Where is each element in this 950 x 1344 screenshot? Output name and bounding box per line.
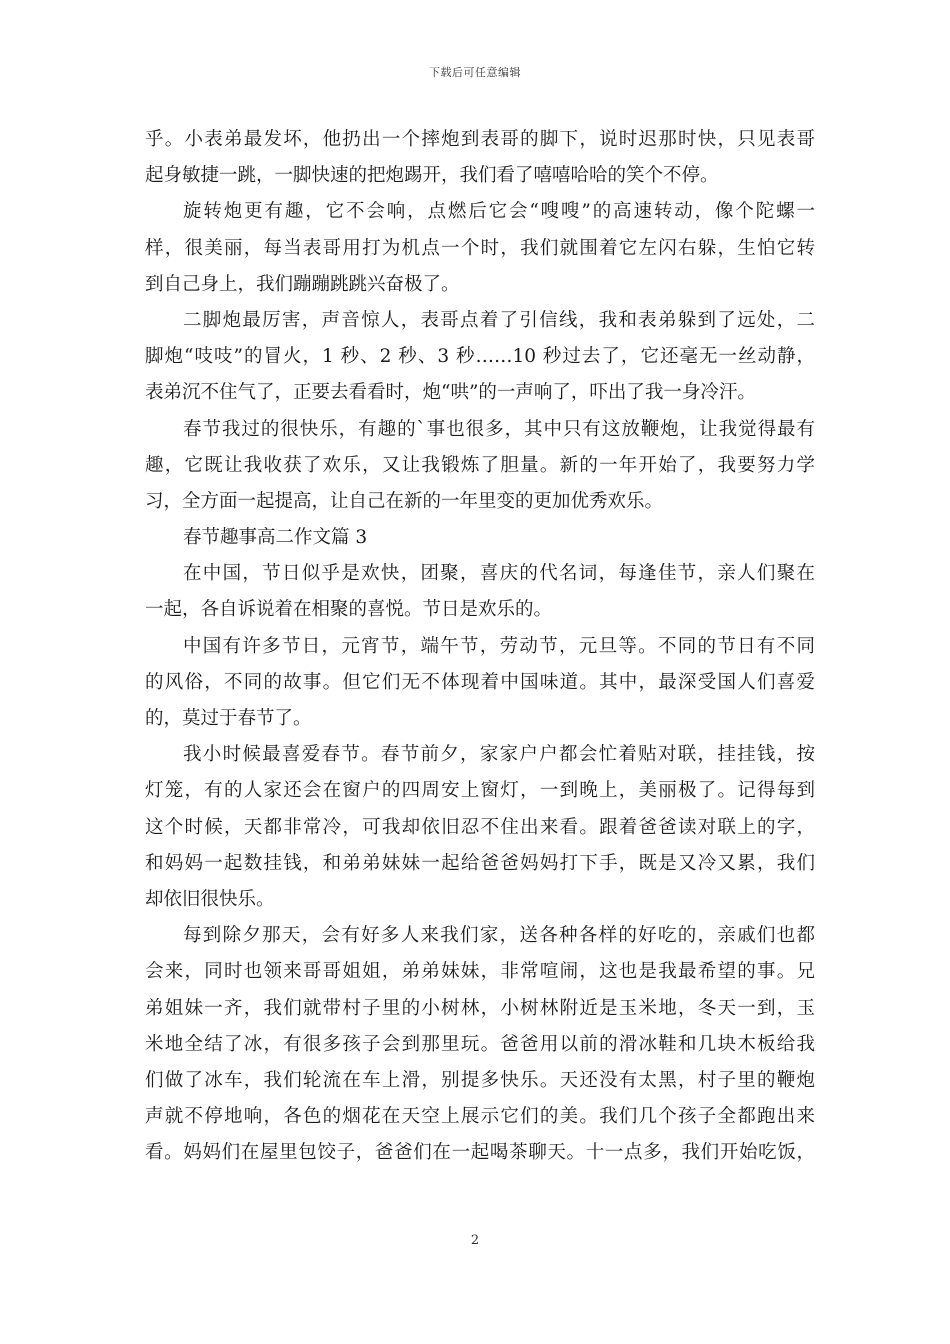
text-line: 二脚炮最厉害，声音惊人，表哥点着了引信线，我和表弟躲到了远处，二 <box>183 309 815 331</box>
text-line: 灯笼，有的人家还会在窗户的四周安上窗灯，一到晚上，美丽极了。记得每到 <box>145 780 815 802</box>
text-line: 一起，各自诉说着在相聚的喜悦。节日是欢乐的。 <box>145 599 553 621</box>
text-line: 的，莫过于春节了。 <box>145 708 312 729</box>
text-line: 旋转炮更有趣，它不会响，点燃后它会“嗖嗖”的高速转动，像个陀螺一 <box>183 201 815 223</box>
text-line: 到自己身上，我们蹦蹦跳跳兴奋极了。 <box>145 273 460 295</box>
text-line: 脚炮“吱吱”的冒火，1 秒、2 秒、3 秒……10 秒过去了，它还毫无一丝动静， <box>145 346 815 368</box>
text-line: 每到除夕那天，会有好多人来我们家，送各种各样的好吃的，亲戚们也都 <box>183 925 815 947</box>
text-line: 弟姐妹一齐，我们就带村子里的小树林，小树林附近是玉米地，冬天一到，玉 <box>145 997 815 1019</box>
text-line: 表弟沉不住气了，正要去看看时，炮“哄”的一声响了，吓出了我一身冷汗。 <box>145 382 756 404</box>
page-header: 下载后可任意编辑 <box>429 66 521 79</box>
text-line: 声就不停地响，各色的烟花在天空上展示它们的美。我们几个孩子全都跑出来 <box>145 1106 815 1128</box>
text-line: 却依旧很快乐。 <box>145 888 275 910</box>
text-line: 和妈妈一起数挂钱，和弟弟妹妹一起给爸爸妈妈打下手，既是又冷又累，我们 <box>145 852 815 874</box>
text-line: 会来，同时也领来哥哥姐姐，弟弟妹妹，非常喧闹，这也是我最希望的事。兄 <box>145 961 815 983</box>
text-line: 米地全结了冰，有很多孩子会到那里玩。爸爸用以前的滑冰鞋和几块木板给我 <box>145 1033 815 1055</box>
text-line: 看。妈妈们在屋里包饺子，爸爸们在一起喝茶聊天。十一点多，我们开始吃饭， <box>145 1142 815 1164</box>
text-line: 乎。小表弟最发坏，他扔出一个摔炮到表哥的脚下，说时迟那时快，只见表哥 <box>145 129 815 150</box>
text-line: 春节我过的很快乐，有趣的`事也很多，其中只有这放鞭炮，让我觉得最有 <box>183 418 815 440</box>
text-line: 们做了冰车，我们轮流在车上滑，别提多快乐。天还没有太黑，村子里的鞭炮 <box>145 1069 815 1091</box>
text-line: 在中国，节日似乎是欢快，团聚，喜庆的代名词，每逢佳节，亲人们聚在 <box>183 563 815 585</box>
text-line: 春节趣事高二作文篇 3 <box>183 527 368 549</box>
document-body <box>145 122 815 1171</box>
text-line: 这个时候，天都非常冷，可我却依旧忍不住出来看。跟着爸爸读对联上的字， <box>145 816 815 838</box>
text-line: 中国有许多节日，元宵节，端午节，劳动节，元旦等。不同的节日有不同 <box>183 635 815 657</box>
text-line: 趣，它既让我收获了欢乐，又让我锻炼了胆量。新的一年开始了，我要努力学 <box>145 454 815 476</box>
text-line: 起身敏捷一跳，一脚快速的把炮踢开，我们看了嘻嘻哈哈的笑个不停。 <box>145 165 719 187</box>
text-line: 的风俗，不同的故事。但它们无不体现着中国味道。其中，最深受国人们喜爱 <box>145 671 815 693</box>
page-number: 2 <box>470 1233 480 1248</box>
text-line: 我小时候最喜爱春节。春节前夕，家家户户都会忙着贴对联，挂挂钱，按 <box>183 744 815 766</box>
text-line: 样，很美丽，每当表哥用打为机点一个时，我们就围着它左闪右躲，生怕它转 <box>145 237 815 259</box>
text-line: 习，全方面一起提高，让自己在新的一年里变的更加优秀欢乐。 <box>145 490 664 512</box>
